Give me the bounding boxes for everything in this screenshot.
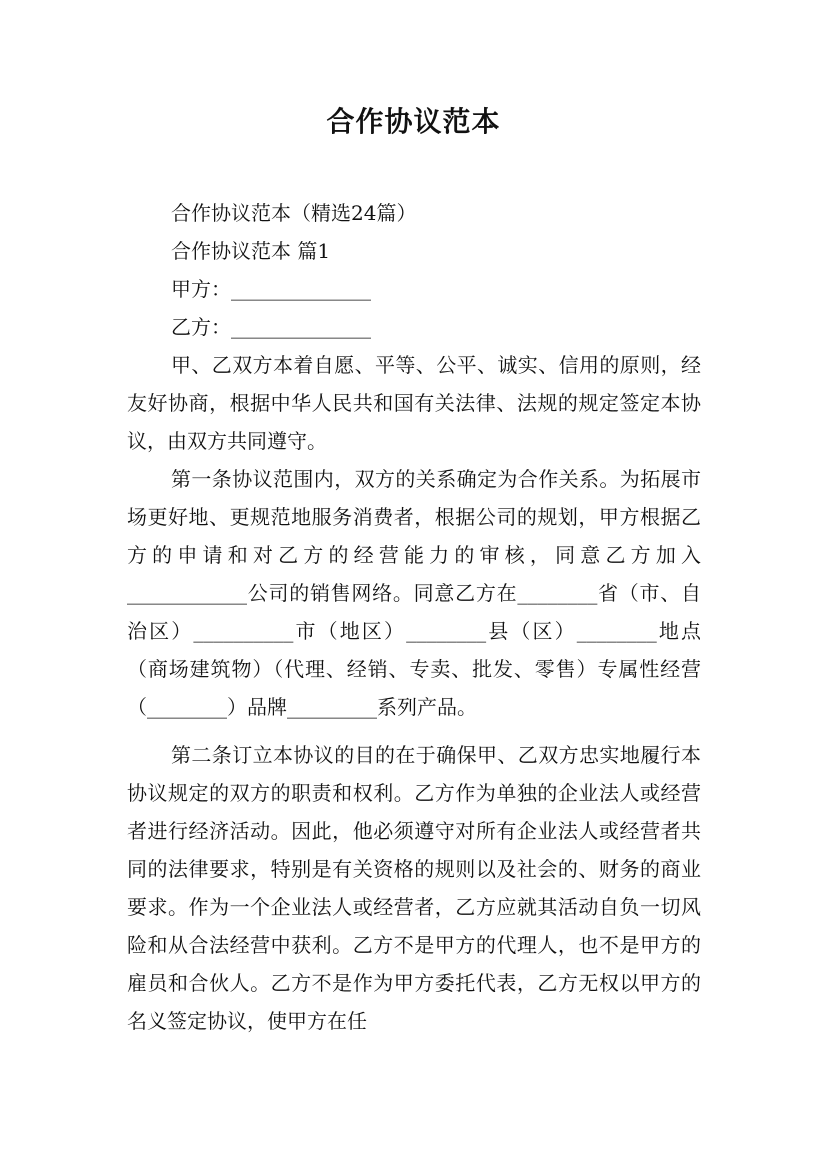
paragraph-principles: 甲、乙双方本着自愿、平等、公平、诚实、信用的原则，经友好协商，根据中华人民共和国有关法律、法规的规定签定本协议，由双方共同遵守。 <box>127 353 701 453</box>
party-a-line: 甲方：______________ <box>171 277 371 301</box>
section-heading: 合作协议范本 篇1 <box>171 239 331 263</box>
paragraph-article-1: 第一条协议范围内，双方的关系确定为合作关系。为拓展市场更好地、更规范地服务消费者，根据公司的规划，甲方根据乙方的申请和对乙方的经营能力的审核，同意乙方加入____________公司的销售网络。同意乙方在________省（市、自治区）__________市（地区）________县（区）________地点（商场建筑物）（代理、经销、专卖、批发、零售）专属性经营（________）品牌_________系列产品。 <box>127 467 701 719</box>
document-title: 合作协议范本 <box>326 105 501 138</box>
paragraph-article-2: 第二条订立本协议的目的在于确保甲、乙双方忠实地履行本协议规定的双方的职责和权利。乙方作为单独的企业法人或经营者进行经济活动。因此，他必须遵守对所有企业法人或经营者共同的法律要求，特别是有关资格的规则以及社会的、财务的商业要求。作为一个企业法人或经营者，乙方应就其活动自负一切风险和从合法经营中获利。乙方不是甲方的代理人，也不是甲方的雇员和合伙人。乙方不是作为甲方委托代表，乙方无权以甲方的名义签定协议，使甲方在任 <box>127 743 701 1033</box>
document-subtitle: 合作协议范本（精选24篇） <box>171 201 417 225</box>
party-b-line: 乙方：______________ <box>171 315 371 339</box>
